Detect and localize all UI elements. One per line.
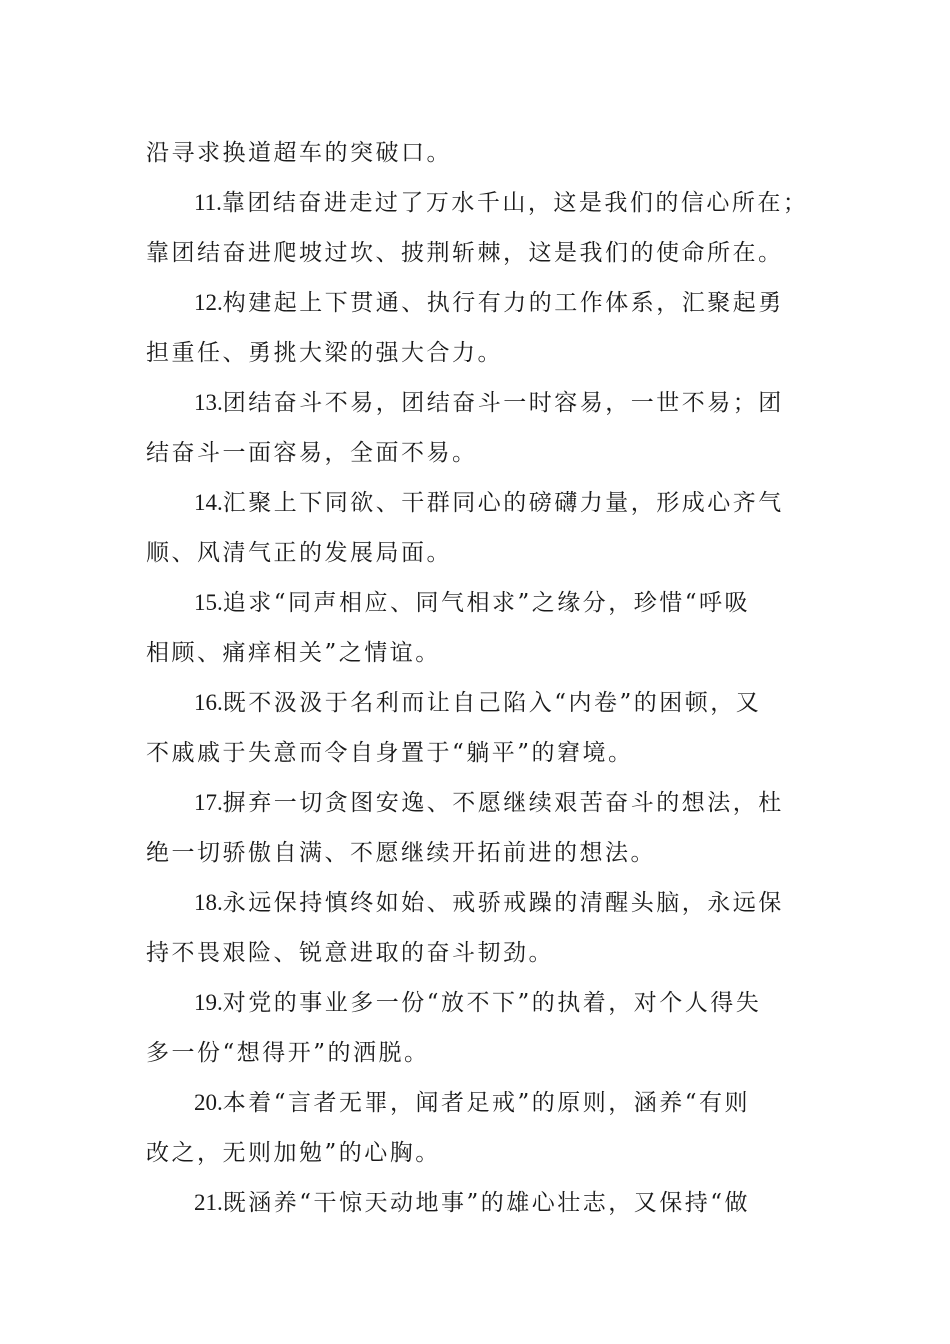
text-line [146, 428, 806, 478]
line-text: 摒弃一切贪图安逸、不愿继续艰苦奋斗的想法，杜 [222, 790, 784, 816]
text-line [146, 278, 806, 328]
text-line [146, 1178, 806, 1228]
line-text: 追求“同声相应、同气相求”之缘分，珍惜“呼吸 [222, 590, 751, 616]
item-number: 11. [194, 190, 222, 215]
text-line [146, 1028, 806, 1078]
line-text: 持不畏艰险、锐意进取的奋斗韧劲。 [146, 940, 554, 966]
text-line [146, 528, 806, 578]
text-line [146, 378, 806, 428]
item-number: 17. [194, 790, 223, 815]
line-text: 永远保持慎终如始、戒骄戒躁的清醒头脑，永远保 [222, 890, 784, 916]
line-text: 既涵养“干惊天动地事”的雄心壮志，又保持“做 [222, 1190, 751, 1216]
line-text: 结奋斗一面容易，全面不易。 [146, 440, 478, 466]
text-line [146, 978, 806, 1028]
line-text: 汇聚上下同欲、干群同心的磅礴力量，形成心齐气 [222, 490, 784, 516]
item-number: 19. [194, 990, 223, 1015]
line-text: 相顾、痛痒相关”之情谊。 [146, 640, 441, 666]
line-text: 靠团结奋进走过了万水千山，这是我们的信心所在； [221, 190, 809, 216]
line-text: 构建起上下贯通、执行有力的工作体系，汇聚起勇 [222, 290, 784, 316]
document-body [146, 128, 809, 1228]
text-line [146, 828, 806, 878]
text-line [146, 178, 809, 228]
text-line [146, 578, 806, 628]
text-line [146, 228, 806, 278]
text-line [146, 1078, 806, 1128]
text-line [146, 778, 806, 828]
text-line [146, 478, 806, 528]
line-text: 顺、风清气正的发展局面。 [146, 540, 452, 566]
item-number: 13. [194, 390, 223, 415]
line-text: 既不汲汲于名利而让自己陷入“内卷”的困顿，又 [222, 690, 762, 716]
text-line [146, 728, 806, 778]
item-number: 14. [194, 490, 223, 515]
text-line [146, 128, 806, 178]
text-line [146, 1128, 806, 1178]
line-text: 绝一切骄傲自满、不愿继续开拓前进的想法。 [146, 840, 656, 866]
line-text: 担重任、勇挑大梁的强大合力。 [146, 340, 503, 366]
line-text: 靠团结奋进爬坡过坎、披荆斩棘，这是我们的使命所在。 [146, 240, 784, 266]
text-line [146, 928, 806, 978]
item-number: 20. [194, 1090, 223, 1115]
line-text: 不戚戚于失意而令自身置于“躺平”的窘境。 [146, 740, 634, 766]
item-number: 16. [194, 690, 223, 715]
line-text: 对党的事业多一份“放不下”的执着，对个人得失 [222, 990, 762, 1016]
item-number: 15. [194, 590, 223, 615]
text-line [146, 628, 806, 678]
text-line [146, 678, 806, 728]
line-text: 本着“言者无罪，闻者足戒”的原则，涵养“有则 [222, 1090, 751, 1116]
line-text: 沿寻求换道超车的突破口。 [146, 140, 452, 166]
item-number: 21. [194, 1190, 223, 1215]
text-line [146, 328, 806, 378]
line-text: 团结奋斗不易，团结奋斗一时容易，一世不易；团 [222, 390, 784, 416]
text-line [146, 878, 806, 928]
item-number: 12. [194, 290, 223, 315]
item-number: 18. [194, 890, 223, 915]
line-text: 改之，无则加勉”的心胸。 [146, 1140, 441, 1166]
line-text: 多一份“想得开”的洒脱。 [146, 1040, 430, 1066]
